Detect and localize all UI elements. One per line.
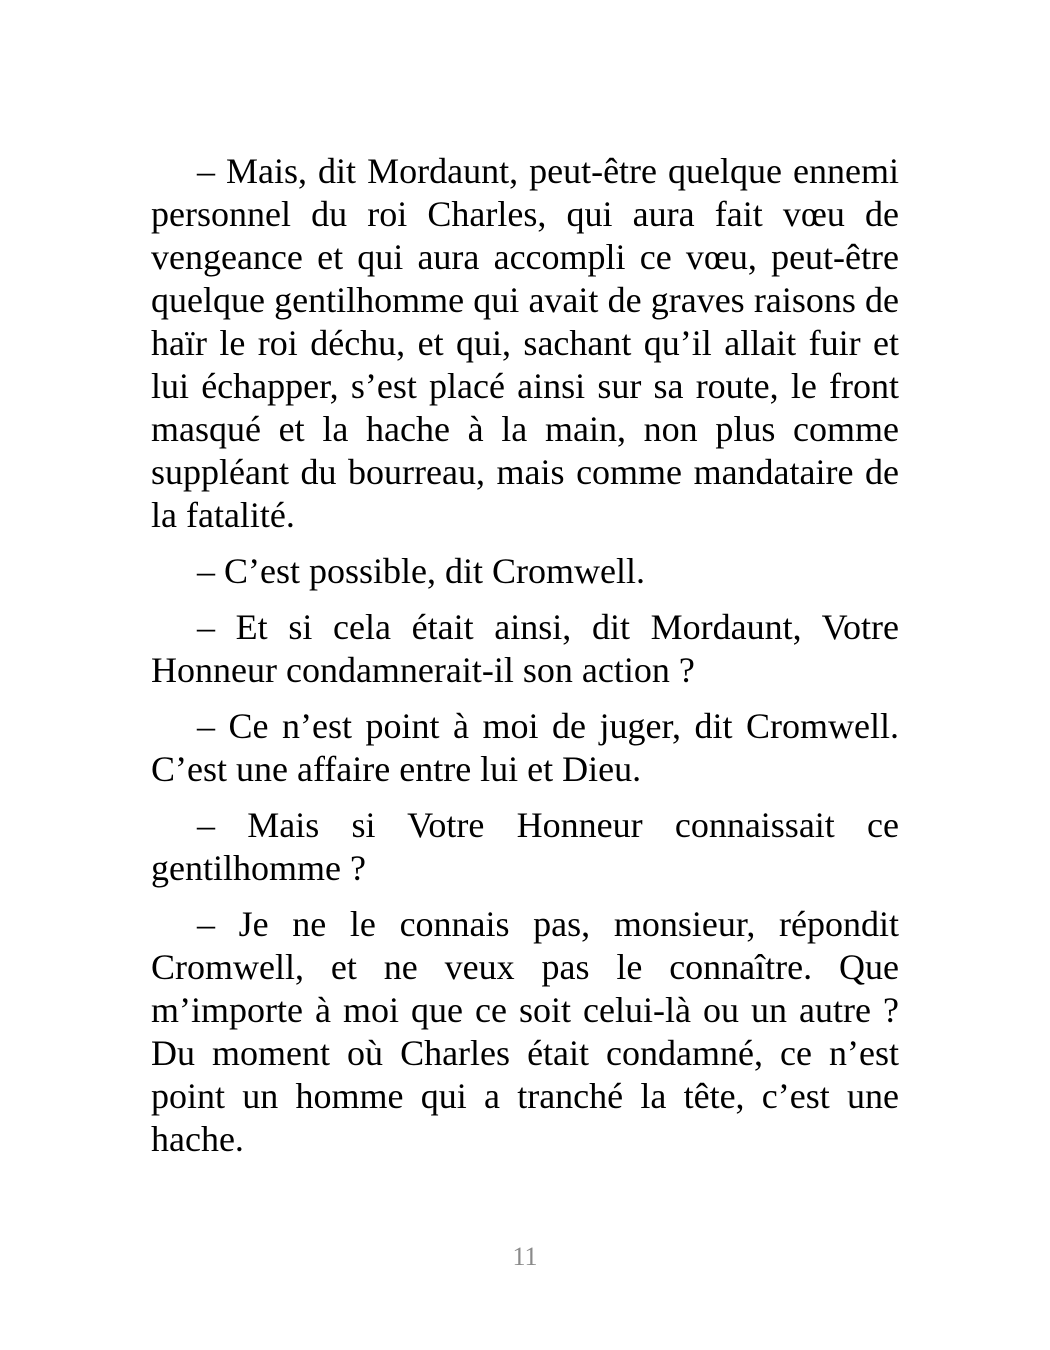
paragraph-cromwell-possible: – C’est possible, dit Cromwell. [197,551,645,591]
paragraph-cromwell-judgement: – Ce n’est point à moi de juger, dit Cromwell. C’est une affaire entre lui et Dieu. [151,706,899,789]
paragraph-cromwell-answer: – Je ne le connais pas, monsieur, répondit Cromwell, et ne veux pas le connaître. Que m’importe à moi que ce soit celui-là ou un autre ? Du moment où Charles était condamné, ce n’est point un homme qui a tranché la tête, c’est une hache. [151,904,899,1159]
paragraph-mordaunt-speculation: – Mais, dit Mordaunt, peut-être quelque ennemi personnel du roi Charles, qui aura fait vœu de vengeance et qui aura accompli ce vœu, peut-être quelque gentilhomme qui avait de graves raisons de haïr le roi déchu, et qui, sachant qu’il allait fuir et lui échapper, s’est placé ainsi sur sa route, le front masqué et la hache à la main, non plus comme suppléant du bourreau, mais comme mandataire de la fatalité. [151,151,899,535]
paragraph-mordaunt-question: – Et si cela était ainsi, dit Mordaunt, Votre Honneur condamnerait-il son action ? [151,607,899,690]
paragraph-mordaunt-gentleman: – Mais si Votre Honneur connaissait ce gentilhomme ? [151,805,899,888]
page-number: 11 [512,1242,538,1271]
page-body-text [151,150,899,1161]
